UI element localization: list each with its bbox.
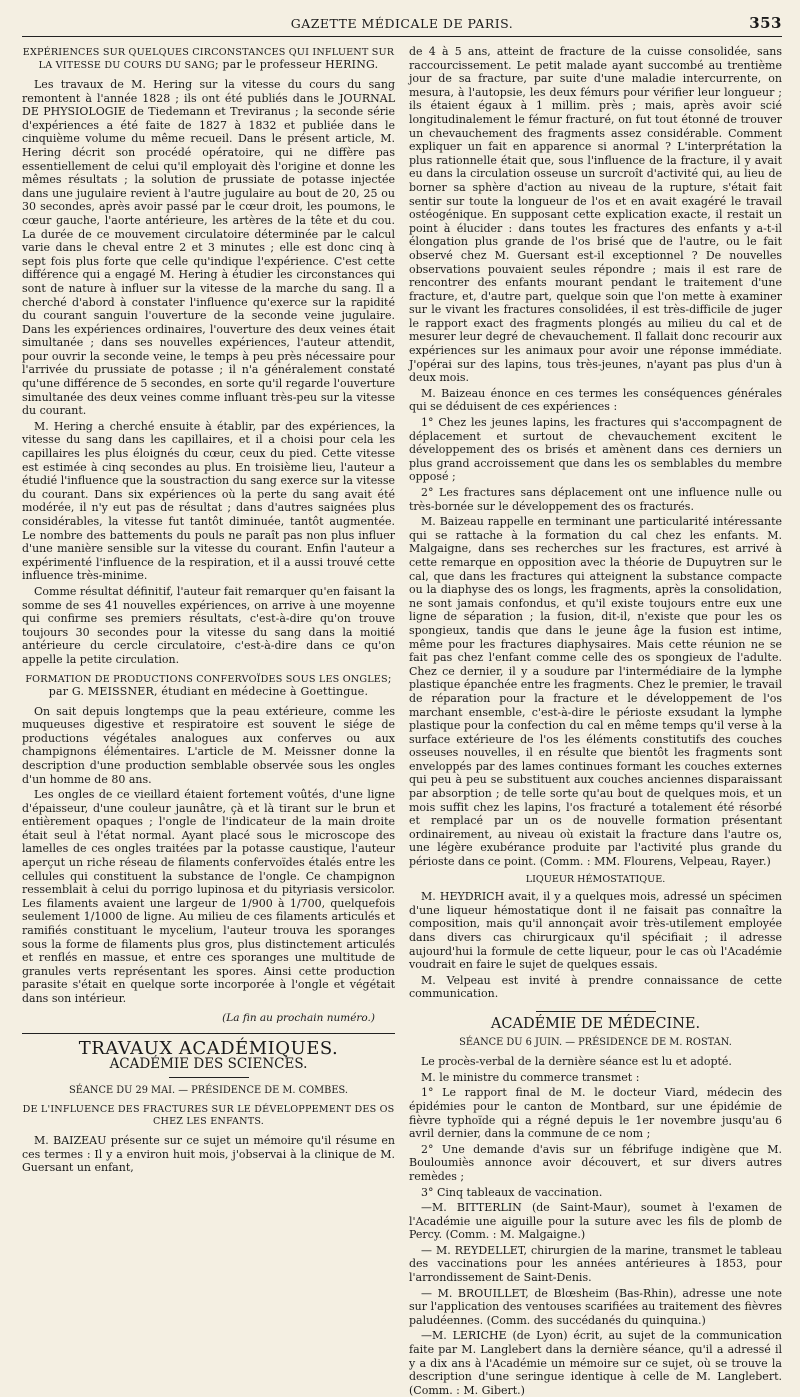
section-divider bbox=[22, 1033, 395, 1034]
paragraph: 1° Chez les jeunes lapins, les fractures qui s'accompagnent de déplacement et surtout de chevauchement excitent le développement des os brisés et amènent dans ces derniers un plus grand accroissement que dans les os semblables du membre opposé ; bbox=[409, 416, 782, 484]
continued-note: (La fin au prochain numéro.) bbox=[222, 1011, 375, 1024]
paragraph: M. Baizeau énonce en ces termes les conséquences générales qui se déduisent de ces expériences : bbox=[409, 386, 782, 414]
article-heading-hering: EXPÉRIENCES SUR QUELQUES CIRCONSTANCES QUI INFLUENT SUR LA VITESSE DU COURS DU SANG; par le professeur HERING. bbox=[22, 47, 395, 71]
page-number: 353 bbox=[749, 14, 782, 32]
list-item: 1° Le rapport final de M. le docteur Viard, médecin des épidémies pour le canton de Montbard, sur une épidémie de fièvre typhoïde qui a régné depuis le 1er novembre jusqu'au 6 avril dernier, dans la commune de ce nom ; bbox=[409, 1086, 782, 1141]
list-item: — M. BROUILLET, de Blœsheim (Bas-Rhin), adresse une note sur l'application des ventouses scarifiées au traitement des fièvres paludéennes. (Comm. des succédanés du quinquina.) bbox=[409, 1286, 782, 1327]
list-item: —M. BITTERLIN (de Saint-Maur), soumet à l'examen de l'Académie une aiguille pour la suture avec les fils de plomb de Percy. (Comm. : M. Malgaigne.) bbox=[409, 1201, 782, 1242]
liqueur-heading: LIQUEUR HÉMOSTATIQUE. bbox=[525, 873, 666, 885]
session-line: SÉANCE DU 29 MAI. — PRÉSIDENCE DE M. COMBES. bbox=[68, 1085, 348, 1097]
paragraph: On sait depuis longtemps que la peau extérieure, comme les muqueuses digestive et respiratoire est souvent le siége de productions végétales analogues aux conferves ou aux champignons élémentaires. L'article de M. Meissner donne la description d'une production semblable observée sous les ongles d'un homme de 80 ans. bbox=[22, 704, 395, 786]
paragraph: M. Hering a cherché ensuite à établir, par des expériences, la vitesse du sang dans les capillaires, et il a choisi pour cela les capillaires les plus éloignés du cœur, ceux du pied. Cette vitesse est estimée à cinq secondes au plus. En troisième lieu, l'auteur a étudié l'influence que la soustraction du sang exerce sur la vitesse du courant. Dans six expériences où la perte du sang avait été modérée, il n'y eut pas de résultat ; dans d'autres saignées plus considérables, la vitesse fut tantôt diminuée, tantôt augmentée. Le nombre des battements du pouls ne paraît pas non plus influer d'une manière sensible sur la vitesse du courant. Enfin l'auteur a expérimenté l'influence de la respiration, et il a aussi trouvé cette influence très-minime. bbox=[22, 419, 395, 583]
paragraph: M. Baizeau rappelle en terminant une particularité intéressante qui se rattache à la formation du cal chez les enfants. M. Malgaigne, dans ses recherches sur les fractures, est arrivé à cette remarque en opposition avec la théorie de Dupuytren sur le cal, que dans les fractures qui atteignent la substance compacte ou la diaphyse des os longs, les fragments, après la consolidation, ne sont jamais confondus, et qu'il existe toujours entre eux une ligne de séparation ; la fusion, dit-il, n'existe que pour les os spongieux, tandis que dans le jeune âge la fusion est intime, même pour les fractures diaphysaires. Mais cette réunion ne se fait pas chez l'enfant comme celle des os spongieux de l'adulte. Chez ce dernier, il y a soudure par l'intermédiaire de la lymphe plastique épanchée entre les fragments. Chez le premier, le travail de réparation pour la fracture et le développement de l'os marchant ensemble, c'est-à-dire le périoste exsudant la lymphe plastique pour la confection du cal en même temps qu'il verse à la surface extérieure de l'os les éléments constitutifs des couches osseuses nouvelles, il en résulte que bientôt les fragments sont enveloppés par des lames continues formant les couches externes qui peu à peu se substituent aux couches anciennes disparaissant par absorption ; de telle sorte qu'au bout de quelques mois, et un mois suffit chez les lapins, l'os fracturé a totalement été résorbé et remplacé par un os de nouvelle formation présentant ordinairement, au niveau où existait la fracture dans l'autre os, une légère exubérance produite par l'activité plus grande du périoste dans ce point. (Comm. : MM. Flourens, Velpeau, Rayer.) bbox=[409, 515, 782, 869]
journal-title: GAZETTE MÉDICALE DE PARIS. bbox=[290, 16, 514, 31]
running-head bbox=[22, 14, 782, 37]
article-heading-fractures: DE L'INFLUENCE DES FRACTURES SUR LE DÉVELOPPEMENT DES OS CHEZ LES ENFANTS. bbox=[22, 1103, 395, 1127]
list-item: 3° Cinq tableaux de vaccination. bbox=[421, 1185, 603, 1199]
article-heading-meissner: FORMATION DE PRODUCTIONS CONFERVOÏDES SOUS LES ONGLES; par G. MEISSNER, étudiant en médecine à Goettingue. bbox=[25, 671, 392, 698]
paragraph: Les travaux de M. Hering sur la vitesse du cours du sang remontent à l'année 1828 ; ils ont été publiés dans le JOURNAL DE PHYSIOLOGIE de Tiedemann et Treviranus ; la seconde série d'expériences a été faite de 1827 à 1832 et publiée dans le cinquième volume du même recueil. Dans le présent article, M. Hering décrit son procédé opératoire, qui ne diffère pas essentiellement de celui qu'il employait dès l'origine et donne les mêmes résultats ; la solution de prussiate de potasse injectée dans une jugulaire revient à l'autre jugulaire au bout de 20, 25 ou 30 secondes, après avoir passé par le cœur droit, les poumons, le cœur gauche, l'aorte antérieure, les artères de la tête et du cou. La durée de ce mouvement circulatoire déterminée par le calcul varie dans le cheval entre 2 et 3 minutes ; elle est donc cinq à sept fois plus forte que celle qu'indique l'expérience. C'est cette différence qui a engagé M. Hering à étudier les circonstances qui sont de nature à influer sur la vitesse de la marche du sang. Il a cherché d'abord à constater l'influence qu'exerce sur la rapidité du courant sanguin l'ouverture de la seconde veine jugulaire. Dans les expériences ordinaires, l'ouverture des deux veines était simultanée ; dans ses nouvelles expériences, l'auteur attendit, pour ouvrir la seconde veine, le temps à peu près nécessaire pour l'arrivée du prussiate de potasse ; il n'a généralement constaté qu'une différence de 5 secondes, en sorte qu'il regarde l'ouverture simultanée des deux veines comme influant très-peu sur la vitesse du courant. bbox=[22, 78, 395, 418]
paragraph: M. HEYDRICH avait, il y a quelques mois, adressé un spécimen d'une liqueur hémostatique dont il ne faisait pas connaître la composition, mais qu'il annonçait avoir très-utilement employée dans divers cas chirurgicaux qu'il spécifiait ; il adresse aujourd'hui la formule de cette liqueur, pour le cas où l'Académie voudrait en faire le sujet de quelques essais. bbox=[409, 890, 782, 972]
academy-medicine-title: ACADÉMIE DE MÉDECINE. bbox=[490, 1015, 701, 1032]
list-item: — M. REYDELLET, chirurgien de la marine, transmet le tableau des vaccinations pour les années antérieures à 1853, pour l'arrondissement de Saint-Denis. bbox=[409, 1243, 782, 1285]
right-column bbox=[409, 45, 782, 1397]
paragraph: Les ongles de ce vieillard étaient fortement voûtés, d'une ligne d'épaisseur, d'une couleur jaunâtre, çà et là tirant sur le brun et entièrement opaques ; l'ongle de l'indicateur de la main droite était seul à l'état normal. Ayant placé sous le microscope des lamelles de ces ongles traitées par la potasse caustique, l'auteur aperçut un riche réseau de filaments confervoïdes étalés entre les cellules qui constituent la substance de l'ongle. Ce champignon ressemblait à celui du porrigo lupinosa et du pityriasis versicolor. Les filaments avaient une largeur de 1/900 à 1/700, quelquefois seulement 1/1000 de ligne. Au milieu de ces filaments articulés et ramifiés constituant le mycelium, l'auteur trouva les sporanges sous la forme de filaments plus gros, plus distinctement articulés et renflés en massue, et entre ces sporanges une multitude de granules verts représentant les spores. Ainsi cette production parasite s'était en quelque sorte incorporée à l'ongle et végétait dans son intérieur. bbox=[22, 788, 395, 1005]
session-line: SÉANCE DU 6 JUIN. — PRÉSIDENCE DE M. ROSTAN. bbox=[459, 1036, 732, 1048]
paragraph: M. Velpeau est invité à prendre connaissance de cette communication. bbox=[409, 973, 782, 1001]
academy-title: ACADÉMIE DES SCIENCES. bbox=[109, 1055, 308, 1072]
list-item: 2° Une demande d'avis sur un fébrifuge indigène que M. Bouloumiès annonce avoir découvert, et sur divers autres remèdes ; bbox=[409, 1142, 782, 1183]
paragraph: M. le ministre du commerce transmet : bbox=[421, 1070, 640, 1084]
short-divider bbox=[169, 1077, 249, 1078]
paragraph: Comme résultat définitif, l'auteur fait remarquer qu'en faisant la somme de ses 41 nouvelles expériences, on arrive à une moyenne qui confirme ses premiers résultats, c'est-à-dire qu'on trouve toujours 30 secondes pour la vitesse du sang dans la moitié antérieure du cercle circulatoire, c'est-à-dire dans ce qu'on appelle la petite circulation. bbox=[22, 584, 396, 666]
section-title-travaux: TRAVAUX ACADÉMIQUES. bbox=[78, 1038, 339, 1060]
paragraph: 2° Les fractures sans déplacement ont une influence nulle ou très-bornée sur le développement des os fracturés. bbox=[409, 486, 782, 513]
paragraph: Le procès-verbal de la dernière séance est lu et adopté. bbox=[421, 1055, 732, 1069]
paragraph: de 4 à 5 ans, atteint de fracture de la cuisse consolidée, sans raccourcissement. Le petit malade ayant succombé au trentième jour de sa fracture, par suite d'une maladie intercurrente, on mesura, à l'autopsie, les deux fémurs pour vérifier leur longueur ; ils étaient égaux à 1 millim. près ; mais, après avoir scié longitudinalement le fémur fracturé, on fut tout étonné de trouver un chevauchement des fragments assez considérable. Comment expliquer un fait en apparence si anormal ? L'interprétation la plus rationnelle était que, sous l'influence de la fracture, il y avait eu dans la circulation osseuse un surcroît d'activité qui, au lieu de borner sa sphère d'action au niveau de la rupture, s'était fait sentir sur toute la longueur de l'os et en avait exagéré le travail ostéogénique. En supposant cette explication exacte, il restait un point à élucider : dans toutes les fractures des enfants y a-t-il élongation plus grande de l'os brisé que de l'autre, ou le fait observé chez M. Guersant est-il exceptionnel ? De nouvelles observations pouvaient seules répondre ; mais il est rare de rencontrer des enfants mourant pendant le traitement d'une fracture, et, d'autre part, quelque soin que l'on mette à examiner sur le vivant les fractures consolidées, il est très-difficile de juger le rapport exact des fragments plongés au milieu du cal et de mesurer leur degré de chevauchement. Il fallait donc recourir aux expériences sur les animaux pour avoir une réponse immédiate. J'opérai sur des lapins, tous très-jeunes, n'ayant pas plus d'un à deux mois. bbox=[409, 45, 782, 385]
paragraph: M. BAIZEAU présente sur ce sujet un mémoire qu'il résume en ces termes : Il y a environ huit mois, j'observai à la clinique de M. Guersant un enfant, bbox=[22, 1133, 395, 1175]
list-item: —M. LERICHE (de Lyon) écrit, au sujet de la communication faite par M. Langlebert dans la dernière séance, qu'il a adressé il y a dix ans à l'Académie un mémoire sur ce sujet, où se trouve la description d'une seringue identique à celle de M. Langlebert. (Comm. : M. Gibert.) bbox=[409, 1329, 782, 1397]
left-column bbox=[22, 45, 396, 1175]
short-divider bbox=[536, 1011, 656, 1012]
